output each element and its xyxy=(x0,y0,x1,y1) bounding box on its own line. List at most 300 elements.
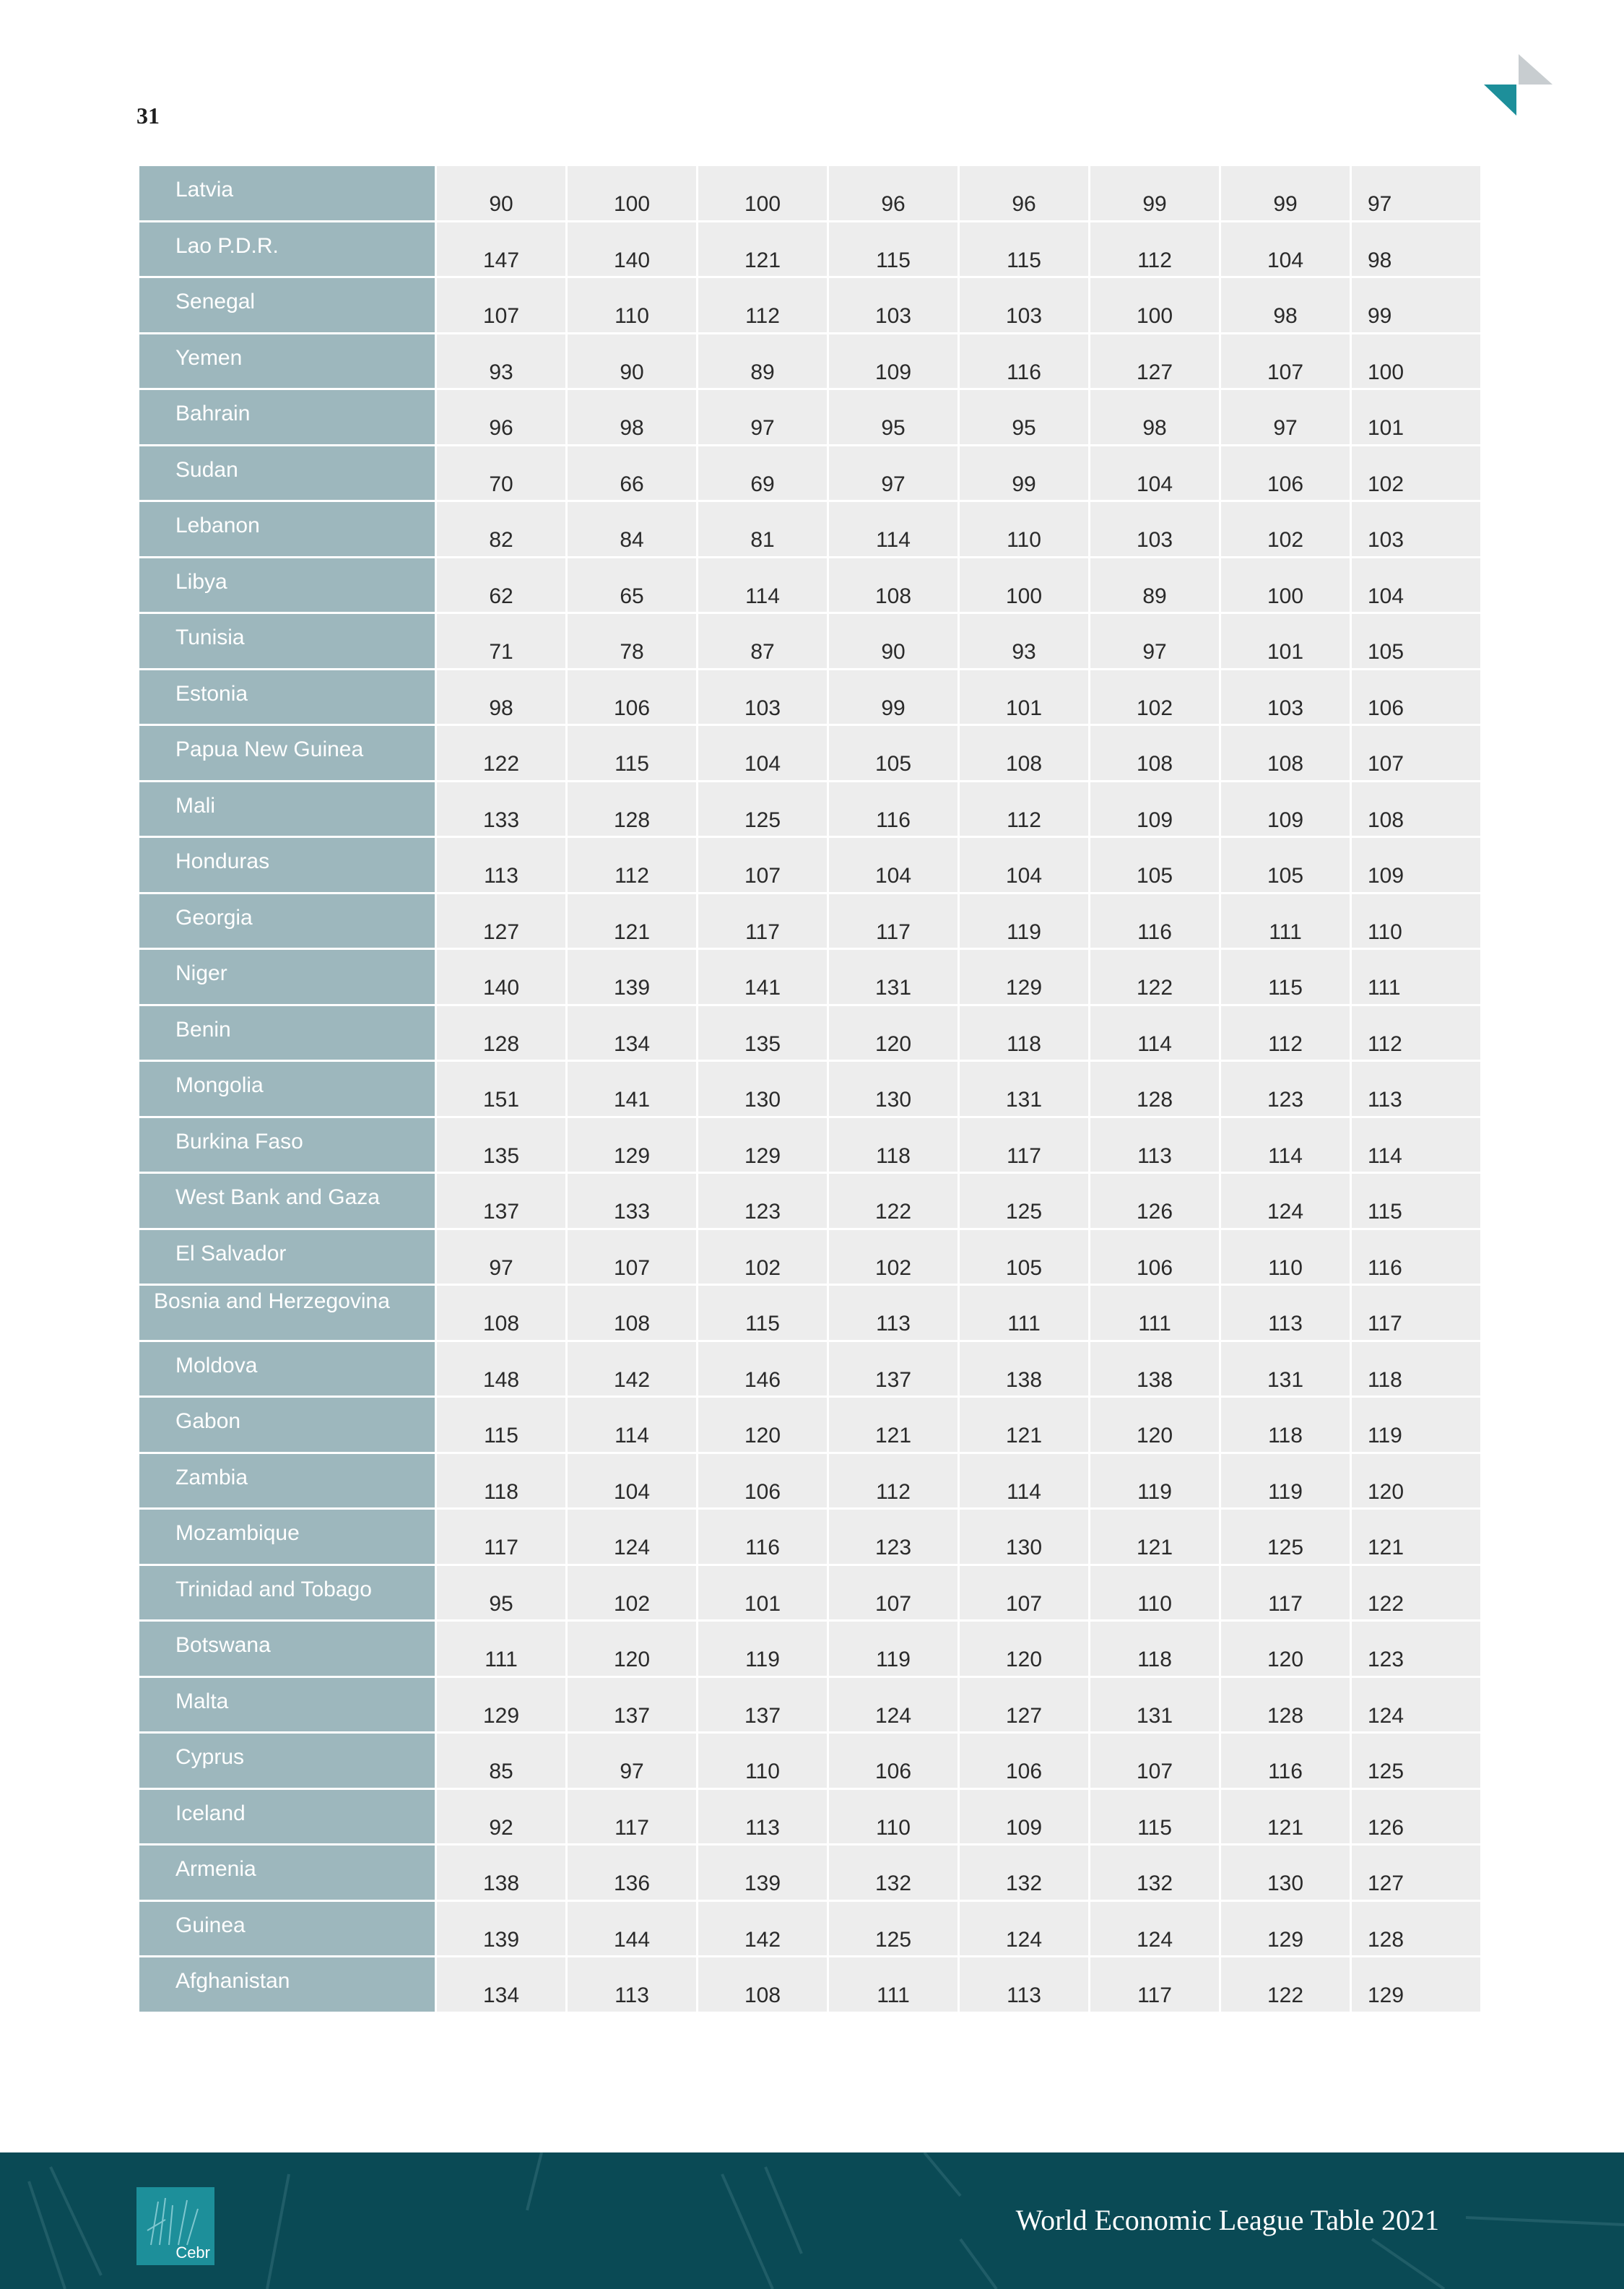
value-cell: 120 xyxy=(568,1622,696,1676)
value-cell: 136 xyxy=(568,1846,696,1900)
value-cell: 130 xyxy=(960,1510,1088,1564)
value-cell: 117 xyxy=(437,1510,565,1564)
value-cell: 99 xyxy=(1221,166,1350,220)
value-cell: 146 xyxy=(698,1342,827,1396)
value-cell: 103 xyxy=(698,670,827,724)
value-cell: 101 xyxy=(698,1566,827,1620)
country-cell: Senegal xyxy=(139,278,435,332)
country-cell: Sudan xyxy=(139,446,435,501)
value-cell: 120 xyxy=(698,1398,827,1452)
value-cell: 124 xyxy=(1090,1902,1219,1956)
value-cell: 140 xyxy=(568,222,696,277)
value-cell: 97 xyxy=(698,390,827,444)
value-cell: 92 xyxy=(437,1790,565,1844)
table-row xyxy=(139,390,1485,444)
table-row xyxy=(139,1230,1485,1284)
value-cell: 138 xyxy=(960,1342,1088,1396)
value-cell: 117 xyxy=(1221,1566,1350,1620)
value-cell: 132 xyxy=(829,1846,958,1900)
value-cell: 131 xyxy=(1221,1342,1350,1396)
value-cell: 140 xyxy=(437,950,565,1004)
value-cell: 98 xyxy=(1090,390,1219,444)
value-cell: 71 xyxy=(437,614,565,668)
value-cell: 118 xyxy=(437,1454,565,1508)
value-cell: 111 xyxy=(437,1622,565,1676)
value-cell: 105 xyxy=(1352,614,1480,668)
value-cell: 97 xyxy=(1090,614,1219,668)
value-cell: 115 xyxy=(437,1398,565,1452)
value-cell: 99 xyxy=(1090,166,1219,220)
value-cell: 114 xyxy=(698,558,827,613)
value-cell: 131 xyxy=(1090,1678,1219,1732)
country-cell: Guinea xyxy=(139,1902,435,1956)
value-cell: 132 xyxy=(1090,1846,1219,1900)
value-cell: 129 xyxy=(437,1678,565,1732)
value-cell: 134 xyxy=(568,1006,696,1060)
value-cell: 111 xyxy=(1352,950,1480,1004)
value-cell: 125 xyxy=(960,1174,1088,1228)
footer xyxy=(0,2152,1624,2289)
value-cell: 107 xyxy=(1090,1734,1219,1788)
value-cell: 90 xyxy=(568,334,696,389)
value-cell: 135 xyxy=(698,1006,827,1060)
country-cell: Lao P.D.R. xyxy=(139,222,435,277)
value-cell: 112 xyxy=(960,782,1088,836)
value-cell: 106 xyxy=(568,670,696,724)
table-row xyxy=(139,726,1485,780)
value-cell: 119 xyxy=(960,894,1088,948)
value-cell: 125 xyxy=(698,782,827,836)
value-cell: 124 xyxy=(1352,1678,1480,1732)
table-row xyxy=(139,278,1485,332)
value-cell: 103 xyxy=(1221,670,1350,724)
value-cell: 111 xyxy=(829,1957,958,2012)
value-cell: 132 xyxy=(960,1846,1088,1900)
value-cell: 97 xyxy=(829,446,958,501)
table-row xyxy=(139,614,1485,668)
country-cell: Georgia xyxy=(139,894,435,948)
value-cell: 138 xyxy=(437,1846,565,1900)
value-cell: 116 xyxy=(1352,1230,1480,1284)
value-cell: 110 xyxy=(1090,1566,1219,1620)
value-cell: 99 xyxy=(829,670,958,724)
value-cell: 133 xyxy=(568,1174,696,1228)
value-cell: 134 xyxy=(437,1957,565,2012)
country-cell: Iceland xyxy=(139,1790,435,1844)
value-cell: 107 xyxy=(698,838,827,892)
value-cell: 144 xyxy=(568,1902,696,1956)
value-cell: 148 xyxy=(437,1342,565,1396)
value-cell: 90 xyxy=(437,166,565,220)
corner-logo-icon xyxy=(1484,54,1553,116)
value-cell: 104 xyxy=(829,838,958,892)
value-cell: 62 xyxy=(437,558,565,613)
value-cell: 113 xyxy=(1090,1118,1219,1172)
value-cell: 98 xyxy=(1352,222,1480,277)
value-cell: 118 xyxy=(1352,1342,1480,1396)
value-cell: 93 xyxy=(960,614,1088,668)
value-cell: 82 xyxy=(437,502,565,556)
value-cell: 101 xyxy=(1352,390,1480,444)
value-cell: 114 xyxy=(1221,1118,1350,1172)
value-cell: 113 xyxy=(698,1790,827,1844)
value-cell: 115 xyxy=(698,1286,827,1340)
value-cell: 122 xyxy=(1352,1566,1480,1620)
table-row xyxy=(139,1118,1485,1172)
table-row xyxy=(139,502,1485,556)
value-cell: 116 xyxy=(829,782,958,836)
value-cell: 141 xyxy=(698,950,827,1004)
value-cell: 69 xyxy=(698,446,827,501)
table-row xyxy=(139,334,1485,389)
country-cell: Mongolia xyxy=(139,1062,435,1116)
table-row xyxy=(139,1957,1485,2012)
value-cell: 115 xyxy=(1352,1174,1480,1228)
value-cell: 104 xyxy=(1221,222,1350,277)
value-cell: 103 xyxy=(960,278,1088,332)
value-cell: 117 xyxy=(1352,1286,1480,1340)
value-cell: 128 xyxy=(1090,1062,1219,1116)
value-cell: 123 xyxy=(698,1174,827,1228)
value-cell: 101 xyxy=(1221,614,1350,668)
country-cell: Trinidad and Tobago xyxy=(139,1566,435,1620)
country-cell: Honduras xyxy=(139,838,435,892)
country-cell: Estonia xyxy=(139,670,435,724)
value-cell: 108 xyxy=(960,726,1088,780)
value-cell: 100 xyxy=(1352,334,1480,389)
value-cell: 112 xyxy=(698,278,827,332)
table-row xyxy=(139,558,1485,613)
value-cell: 128 xyxy=(1221,1678,1350,1732)
value-cell: 137 xyxy=(437,1174,565,1228)
value-cell: 117 xyxy=(1090,1957,1219,2012)
value-cell: 112 xyxy=(1221,1006,1350,1060)
country-cell: Burkina Faso xyxy=(139,1118,435,1172)
value-cell: 104 xyxy=(1352,558,1480,613)
value-cell: 116 xyxy=(960,334,1088,389)
value-cell: 126 xyxy=(1352,1790,1480,1844)
value-cell: 104 xyxy=(568,1454,696,1508)
value-cell: 115 xyxy=(960,222,1088,277)
country-cell: Mali xyxy=(139,782,435,836)
value-cell: 104 xyxy=(1090,446,1219,501)
value-cell: 98 xyxy=(568,390,696,444)
value-cell: 121 xyxy=(829,1398,958,1452)
value-cell: 110 xyxy=(829,1790,958,1844)
table-row xyxy=(139,1062,1485,1116)
value-cell: 114 xyxy=(829,502,958,556)
value-cell: 137 xyxy=(829,1342,958,1396)
value-cell: 139 xyxy=(698,1846,827,1900)
value-cell: 110 xyxy=(1352,894,1480,948)
value-cell: 106 xyxy=(960,1734,1088,1788)
value-cell: 113 xyxy=(437,838,565,892)
country-cell: Lebanon xyxy=(139,502,435,556)
value-cell: 128 xyxy=(568,782,696,836)
value-cell: 130 xyxy=(829,1062,958,1116)
value-cell: 131 xyxy=(829,950,958,1004)
country-cell: Armenia xyxy=(139,1846,435,1900)
value-cell: 137 xyxy=(698,1678,827,1732)
country-cell: West Bank and Gaza xyxy=(139,1174,435,1228)
table-row xyxy=(139,1006,1485,1060)
value-cell: 102 xyxy=(1090,670,1219,724)
value-cell: 127 xyxy=(1090,334,1219,389)
table-row xyxy=(139,1286,1485,1340)
table-row xyxy=(139,1902,1485,1956)
value-cell: 125 xyxy=(829,1902,958,1956)
value-cell: 111 xyxy=(1090,1286,1219,1340)
table-row xyxy=(139,950,1485,1004)
value-cell: 121 xyxy=(568,894,696,948)
value-cell: 147 xyxy=(437,222,565,277)
value-cell: 121 xyxy=(1090,1510,1219,1564)
page-number: 31 xyxy=(136,103,160,129)
value-cell: 108 xyxy=(829,558,958,613)
country-cell: Latvia xyxy=(139,166,435,220)
value-cell: 106 xyxy=(698,1454,827,1508)
value-cell: 95 xyxy=(960,390,1088,444)
value-cell: 98 xyxy=(437,670,565,724)
value-cell: 111 xyxy=(1221,894,1350,948)
value-cell: 108 xyxy=(1090,726,1219,780)
value-cell: 110 xyxy=(698,1734,827,1788)
value-cell: 124 xyxy=(960,1902,1088,1956)
value-cell: 121 xyxy=(960,1398,1088,1452)
value-cell: 113 xyxy=(1221,1286,1350,1340)
value-cell: 84 xyxy=(568,502,696,556)
value-cell: 122 xyxy=(1221,1957,1350,2012)
value-cell: 116 xyxy=(698,1510,827,1564)
table-row xyxy=(139,1622,1485,1676)
value-cell: 113 xyxy=(568,1957,696,2012)
value-cell: 100 xyxy=(1221,558,1350,613)
value-cell: 112 xyxy=(1090,222,1219,277)
country-cell: Zambia xyxy=(139,1454,435,1508)
value-cell: 102 xyxy=(1352,446,1480,501)
value-cell: 103 xyxy=(1352,502,1480,556)
value-cell: 65 xyxy=(568,558,696,613)
value-cell: 131 xyxy=(960,1062,1088,1116)
value-cell: 85 xyxy=(437,1734,565,1788)
value-cell: 66 xyxy=(568,446,696,501)
table-row xyxy=(139,1174,1485,1228)
value-cell: 81 xyxy=(698,502,827,556)
value-cell: 114 xyxy=(1090,1006,1219,1060)
value-cell: 93 xyxy=(437,334,565,389)
value-cell: 112 xyxy=(1352,1006,1480,1060)
value-cell: 129 xyxy=(698,1118,827,1172)
country-cell: Botswana xyxy=(139,1622,435,1676)
value-cell: 129 xyxy=(568,1118,696,1172)
value-cell: 110 xyxy=(568,278,696,332)
table-row xyxy=(139,1454,1485,1508)
value-cell: 135 xyxy=(437,1118,565,1172)
value-cell: 124 xyxy=(1221,1174,1350,1228)
value-cell: 118 xyxy=(960,1006,1088,1060)
value-cell: 127 xyxy=(1352,1846,1480,1900)
value-cell: 119 xyxy=(1090,1454,1219,1508)
value-cell: 122 xyxy=(829,1174,958,1228)
value-cell: 137 xyxy=(568,1678,696,1732)
value-cell: 96 xyxy=(829,166,958,220)
value-cell: 121 xyxy=(698,222,827,277)
value-cell: 123 xyxy=(829,1510,958,1564)
value-cell: 124 xyxy=(829,1678,958,1732)
footer-title: World Economic League Table 2021 xyxy=(1015,2204,1439,2236)
value-cell: 123 xyxy=(1221,1062,1350,1116)
value-cell: 102 xyxy=(568,1566,696,1620)
value-cell: 99 xyxy=(960,446,1088,501)
value-cell: 109 xyxy=(829,334,958,389)
table-row xyxy=(139,894,1485,948)
value-cell: 139 xyxy=(437,1902,565,1956)
country-cell: Niger xyxy=(139,950,435,1004)
value-cell: 107 xyxy=(1352,726,1480,780)
cebr-logo-text: Cebr xyxy=(175,2243,210,2262)
value-cell: 118 xyxy=(1090,1622,1219,1676)
value-cell: 97 xyxy=(568,1734,696,1788)
table-row xyxy=(139,1678,1485,1732)
cebr-logo xyxy=(136,2187,214,2265)
value-cell: 117 xyxy=(960,1118,1088,1172)
country-cell: Papua New Guinea xyxy=(139,726,435,780)
country-cell: El Salvador xyxy=(139,1230,435,1284)
value-cell: 117 xyxy=(829,894,958,948)
value-cell: 113 xyxy=(1352,1062,1480,1116)
value-cell: 102 xyxy=(698,1230,827,1284)
value-cell: 108 xyxy=(698,1957,827,2012)
value-cell: 120 xyxy=(1352,1454,1480,1508)
value-cell: 119 xyxy=(1221,1454,1350,1508)
value-cell: 130 xyxy=(1221,1846,1350,1900)
value-cell: 96 xyxy=(437,390,565,444)
table-row xyxy=(139,166,1485,220)
value-cell: 118 xyxy=(829,1118,958,1172)
value-cell: 115 xyxy=(829,222,958,277)
country-cell: Libya xyxy=(139,558,435,613)
country-cell: Benin xyxy=(139,1006,435,1060)
value-cell: 89 xyxy=(1090,558,1219,613)
value-cell: 120 xyxy=(829,1006,958,1060)
value-cell: 87 xyxy=(698,614,827,668)
value-cell: 151 xyxy=(437,1062,565,1116)
value-cell: 107 xyxy=(437,278,565,332)
value-cell: 100 xyxy=(568,166,696,220)
table-row xyxy=(139,1734,1485,1788)
value-cell: 139 xyxy=(568,950,696,1004)
country-cell: Mozambique xyxy=(139,1510,435,1564)
value-cell: 128 xyxy=(1352,1902,1480,1956)
value-cell: 119 xyxy=(1352,1398,1480,1452)
value-cell: 114 xyxy=(568,1398,696,1452)
table-row xyxy=(139,838,1485,892)
value-cell: 111 xyxy=(960,1286,1088,1340)
table-row xyxy=(139,1510,1485,1564)
value-cell: 126 xyxy=(1090,1174,1219,1228)
value-cell: 141 xyxy=(568,1062,696,1116)
value-cell: 118 xyxy=(1221,1398,1350,1452)
value-cell: 125 xyxy=(1352,1734,1480,1788)
table-row xyxy=(139,446,1485,501)
value-cell: 142 xyxy=(698,1902,827,1956)
value-cell: 95 xyxy=(437,1566,565,1620)
country-cell: Afghanistan xyxy=(139,1957,435,2012)
value-cell: 116 xyxy=(1090,894,1219,948)
value-cell: 107 xyxy=(960,1566,1088,1620)
value-cell: 110 xyxy=(1221,1230,1350,1284)
value-cell: 102 xyxy=(1221,502,1350,556)
country-cell: Cyprus xyxy=(139,1734,435,1788)
value-cell: 100 xyxy=(698,166,827,220)
value-cell: 117 xyxy=(568,1790,696,1844)
table-row xyxy=(139,1790,1485,1844)
value-cell: 130 xyxy=(698,1062,827,1116)
value-cell: 112 xyxy=(829,1454,958,1508)
value-cell: 106 xyxy=(1352,670,1480,724)
value-cell: 120 xyxy=(1221,1622,1350,1676)
value-cell: 104 xyxy=(698,726,827,780)
value-cell: 105 xyxy=(829,726,958,780)
value-cell: 99 xyxy=(1352,278,1480,332)
value-cell: 127 xyxy=(437,894,565,948)
value-cell: 104 xyxy=(960,838,1088,892)
value-cell: 123 xyxy=(1352,1622,1480,1676)
value-cell: 102 xyxy=(829,1230,958,1284)
value-cell: 97 xyxy=(1221,390,1350,444)
ranking-table xyxy=(139,166,1485,2014)
value-cell: 124 xyxy=(568,1510,696,1564)
value-cell: 128 xyxy=(437,1006,565,1060)
table-row xyxy=(139,670,1485,724)
value-cell: 106 xyxy=(829,1734,958,1788)
value-cell: 106 xyxy=(1090,1230,1219,1284)
country-cell: Bosnia and Herzegovina xyxy=(139,1286,435,1340)
table-row xyxy=(139,1566,1485,1620)
country-cell: Malta xyxy=(139,1678,435,1732)
value-cell: 120 xyxy=(960,1622,1088,1676)
value-cell: 129 xyxy=(1221,1902,1350,1956)
value-cell: 138 xyxy=(1090,1342,1219,1396)
value-cell: 142 xyxy=(568,1342,696,1396)
value-cell: 70 xyxy=(437,446,565,501)
value-cell: 108 xyxy=(1352,782,1480,836)
value-cell: 121 xyxy=(1352,1510,1480,1564)
value-cell: 108 xyxy=(1221,726,1350,780)
value-cell: 125 xyxy=(1221,1510,1350,1564)
value-cell: 129 xyxy=(960,950,1088,1004)
value-cell: 95 xyxy=(829,390,958,444)
value-cell: 109 xyxy=(960,1790,1088,1844)
value-cell: 90 xyxy=(829,614,958,668)
value-cell: 114 xyxy=(960,1454,1088,1508)
table-row xyxy=(139,1398,1485,1452)
value-cell: 114 xyxy=(1352,1118,1480,1172)
value-cell: 133 xyxy=(437,782,565,836)
value-cell: 112 xyxy=(568,838,696,892)
value-cell: 113 xyxy=(829,1286,958,1340)
value-cell: 105 xyxy=(960,1230,1088,1284)
value-cell: 96 xyxy=(960,166,1088,220)
value-cell: 122 xyxy=(1090,950,1219,1004)
value-cell: 107 xyxy=(829,1566,958,1620)
value-cell: 127 xyxy=(960,1678,1088,1732)
value-cell: 89 xyxy=(698,334,827,389)
value-cell: 97 xyxy=(1352,166,1480,220)
value-cell: 108 xyxy=(437,1286,565,1340)
value-cell: 103 xyxy=(829,278,958,332)
value-cell: 120 xyxy=(1090,1398,1219,1452)
